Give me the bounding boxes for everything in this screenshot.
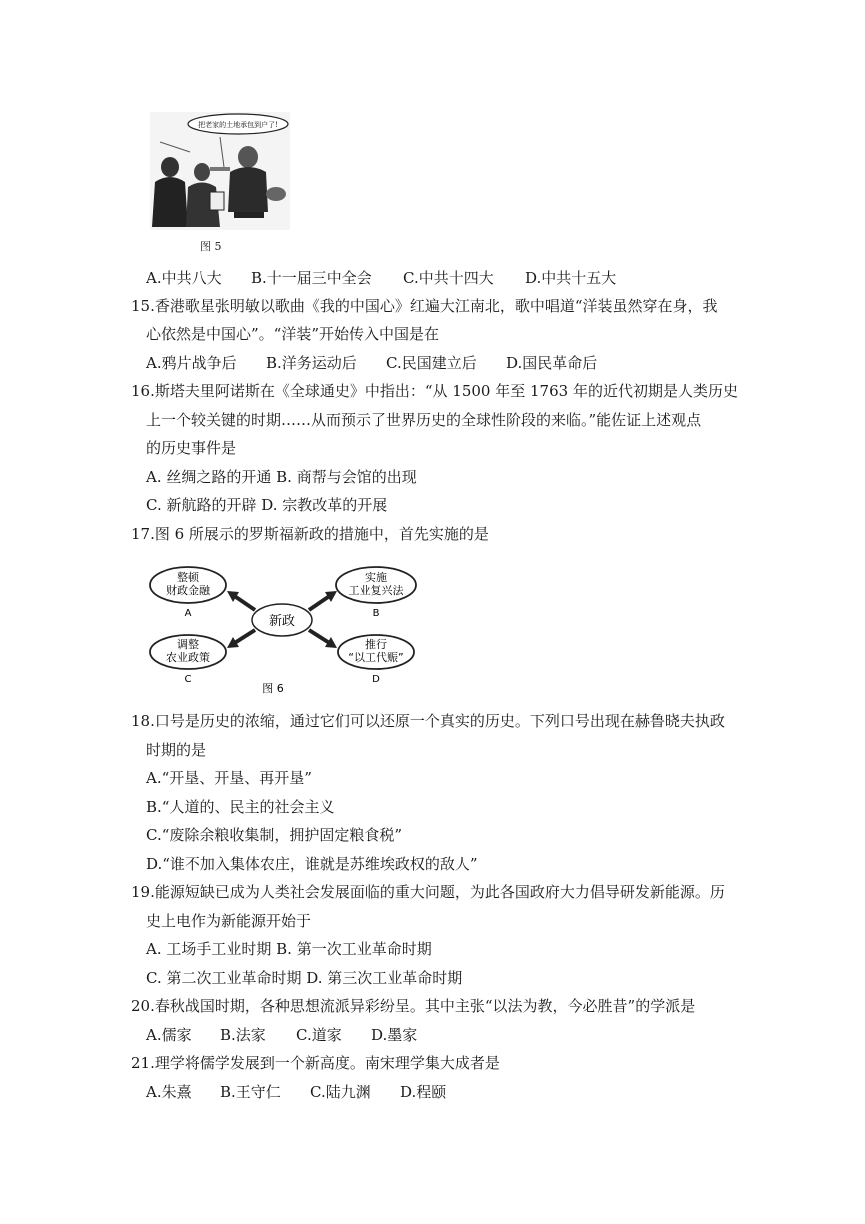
q18-option-b[interactable]: B.“人道的、民主的社会主义 xyxy=(146,798,335,816)
fig6-node-b-letter: B xyxy=(372,608,380,619)
fig6-node-c-line2: 农业政策 xyxy=(166,651,210,664)
q14-option-a[interactable]: A.中共八大 xyxy=(146,269,222,287)
q18-option-c[interactable]: C.“废除余粮收集制，拥护固定粮食税” xyxy=(146,826,403,844)
q20-option-d[interactable]: D.墨家 xyxy=(371,1026,418,1044)
q16-options-line2[interactable]: C. 新航路的开辟 D. 宗教改革的开展 xyxy=(146,496,388,514)
q16-stem-line3: 的历史事件是 xyxy=(146,439,237,457)
fig6-node-c-line1: 调整 xyxy=(177,638,199,651)
q15-stem-line1: 15.香港歌星张明敏以歌曲《我的中国心》红遍大江南北，歌中唱道“洋装虽然穿在身，我 xyxy=(131,297,718,315)
q15-option-c[interactable]: C.民国建立后 xyxy=(386,354,477,372)
q15-options xyxy=(146,353,597,373)
q20-option-b[interactable]: B.法家 xyxy=(220,1026,266,1044)
q21-stem-line1: 21.理学将儒学发展到一个新高度。南宋理学集大成者是 xyxy=(131,1054,500,1072)
q21-options xyxy=(146,1082,446,1102)
fig6-node-c-letter: C xyxy=(184,674,192,685)
fig6-caption: 图 6 xyxy=(262,682,284,695)
q16-stem-line1: 16.斯塔夫里阿诺斯在《全球通史》中指出：“从 1500 年至 1763 年的近代初期是人类历史 xyxy=(131,382,738,400)
q16-stem-line2: 上一个较关键的时期……从而预示了世界历史的全球性阶段的来临。”能佐证上述观点 xyxy=(146,411,702,429)
q19-options-line1[interactable]: A. 工场手工业时期 B. 第一次工业革命时期 xyxy=(146,940,432,958)
fig6-node-d-line1: 推行 xyxy=(365,638,387,651)
q19-stem-line2: 史上电作为新能源开始于 xyxy=(146,912,312,930)
q15-stem-line2: 心依然是中国心”。“洋装”开始传入中国是在 xyxy=(146,325,440,343)
q20-option-a[interactable]: A.儒家 xyxy=(146,1026,192,1044)
fig5-speech: 把老家的土地承包到户了! xyxy=(198,121,278,129)
q18-option-d[interactable]: D.“谁不加入集体农庄，谁就是苏维埃政权的敌人” xyxy=(146,855,478,873)
fig5-caption: 图 5 xyxy=(200,240,222,253)
q14-option-d[interactable]: D.中共十五大 xyxy=(525,269,617,287)
q18-stem-line1: 18.口号是历史的浓缩，通过它们可以还原一个真实的历史。下列口号出现在赫鲁晓夫执政 xyxy=(131,712,725,730)
q21-option-a[interactable]: A.朱熹 xyxy=(146,1083,192,1101)
fig6-node-a-letter: A xyxy=(184,608,192,619)
fig6-center-label: 新政 xyxy=(268,614,296,629)
fig6-node-b-line2: 工业复兴法 xyxy=(348,584,404,597)
q20-option-c[interactable]: C.道家 xyxy=(296,1026,342,1044)
fig6-node-a-line1: 整顿 xyxy=(177,571,199,584)
fig6-node-d-line2: “以工代赈” xyxy=(348,651,404,664)
q14-option-b[interactable]: B.十一届三中全会 xyxy=(251,269,372,287)
q19-options-line2[interactable]: C. 第二次工业革命时期 D. 第三次工业革命时期 xyxy=(146,969,463,987)
q20-stem-line1: 20.春秋战国时期，各种思想流派异彩纷呈。其中主张“以法为教，今必胜昔”的学派是 xyxy=(131,997,696,1015)
q19-stem-line1: 19.能源短缺已成为人类社会发展面临的重大问题，为此各国政府大力倡导研发新能源。历 xyxy=(131,883,725,901)
q21-option-b[interactable]: B.王守仁 xyxy=(220,1083,281,1101)
q17-stem-line1: 17.图 6 所展示的罗斯福新政的措施中，首先实施的是 xyxy=(131,525,489,543)
fig6-node-d-letter: D xyxy=(372,674,380,685)
q15-option-a[interactable]: A.鸦片战争后 xyxy=(146,354,237,372)
q18-option-a[interactable]: A.“开垦、开垦、再开垦” xyxy=(146,769,312,787)
q18-stem-line2: 时期的是 xyxy=(146,741,207,759)
q16-options-line1[interactable]: A. 丝绸之路的开通 B. 商帮与会馆的出现 xyxy=(146,468,417,486)
q15-option-b[interactable]: B.洋务运动后 xyxy=(266,354,357,372)
q20-options xyxy=(146,1025,417,1045)
figure-6-diagram xyxy=(145,560,445,700)
fig6-node-b-line1: 实施 xyxy=(365,571,387,584)
q21-option-c[interactable]: C.陆九渊 xyxy=(310,1083,371,1101)
q15-option-d[interactable]: D.国民革命后 xyxy=(506,354,598,372)
fig6-node-a-line2: 财政金融 xyxy=(166,584,210,597)
q14-option-c[interactable]: C.中共十四大 xyxy=(403,269,494,287)
q21-option-d[interactable]: D.程颐 xyxy=(400,1083,447,1101)
figure-5-cartoon xyxy=(150,112,290,230)
q14-options xyxy=(146,268,616,288)
